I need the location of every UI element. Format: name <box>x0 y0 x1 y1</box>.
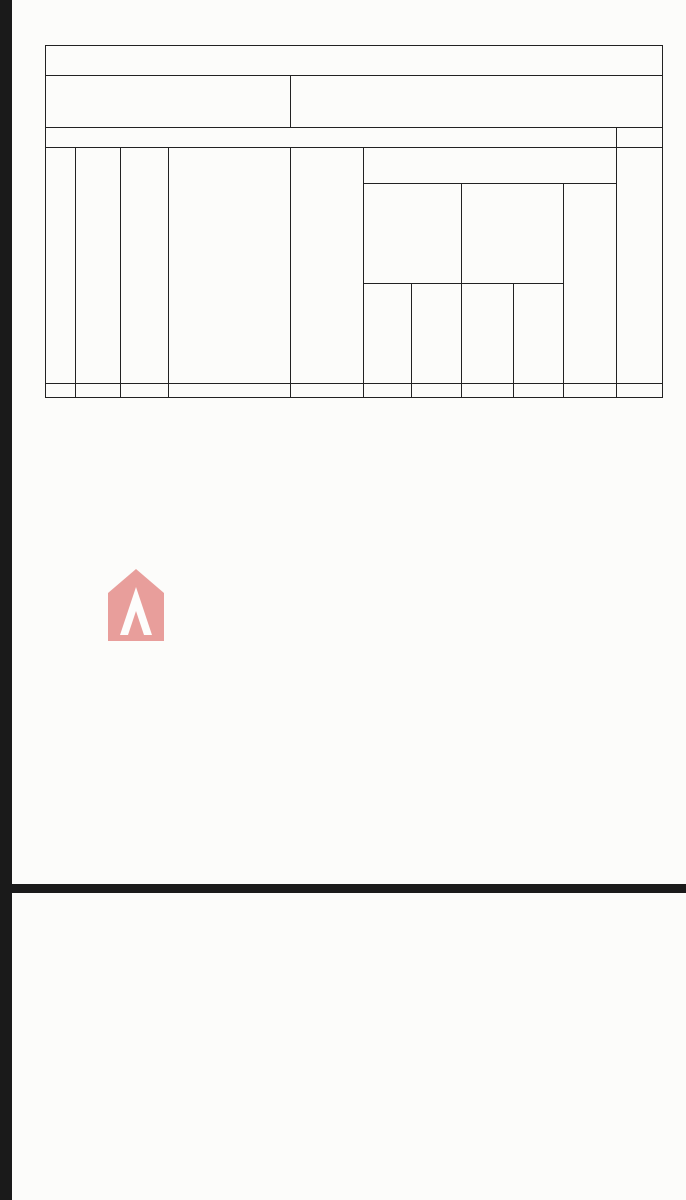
col-living-header <box>364 284 412 384</box>
col-room-header <box>121 148 169 384</box>
watermark <box>100 565 620 645</box>
col-floor-header <box>46 148 76 384</box>
col-premise-header <box>76 148 121 384</box>
col-aux-util-header <box>514 284 564 384</box>
col-area-group-header <box>364 148 617 184</box>
explication-table-top <box>45 45 663 398</box>
document-page-2 <box>12 893 686 1200</box>
table-title <box>46 46 663 76</box>
col-num <box>412 384 462 398</box>
col-nonresidential-header <box>462 184 564 284</box>
address-value <box>291 76 663 128</box>
col-num <box>121 384 169 398</box>
litera-empty-cell <box>617 128 663 148</box>
address-label <box>46 76 291 128</box>
col-num <box>617 384 663 398</box>
col-total-area-header <box>291 148 364 384</box>
col-num <box>364 384 412 398</box>
column-number-row <box>46 384 663 398</box>
col-function-header <box>169 148 291 384</box>
col-num <box>514 384 564 398</box>
col-num <box>564 384 617 398</box>
col-num <box>46 384 76 398</box>
col-num <box>462 384 514 398</box>
litera-row <box>46 128 617 148</box>
col-common-use-header <box>564 184 617 384</box>
document-page-1 <box>12 0 686 884</box>
col-main-header <box>462 284 514 384</box>
col-residential-header <box>364 184 462 284</box>
col-notes-header <box>617 148 663 384</box>
col-auxiliary-header <box>412 284 462 384</box>
col-num <box>76 384 121 398</box>
avangard-logo-icon <box>100 565 210 645</box>
col-num <box>291 384 364 398</box>
col-num <box>169 384 291 398</box>
